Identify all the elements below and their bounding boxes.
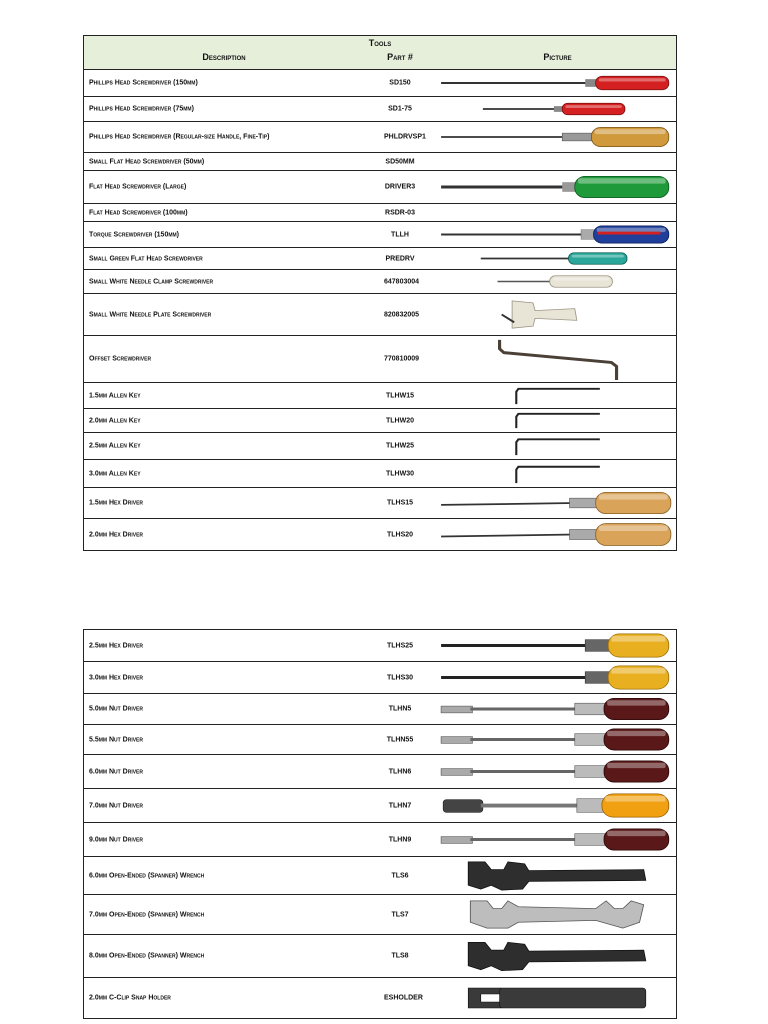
part-number: TLS7 [391,911,409,918]
tool-description: 8.0mm Open-Ended (Spanner) Wrench [89,952,205,960]
phillips-screwdriver-red-icon [439,71,674,95]
tool-description: Small Flat Head Screwdriver (50mm) [89,158,205,165]
table-row [84,789,676,823]
description-column-header: Description [202,52,246,62]
table-row [84,755,676,789]
tool-description: 1.5mm Allen Key [89,392,141,399]
table-row [84,935,676,978]
nut-driver-dark-icon [439,726,674,753]
table-row [84,630,676,662]
empty-picture-cell [439,154,674,169]
tool-description: 7.0mm Nut Driver [89,802,144,809]
table-title: Tools [368,38,392,48]
tool-description: Phillips Head Screwdriver (150mm) [89,79,198,87]
white-needle-clamp-screwdriver-icon [439,271,674,292]
part-number: TLHS25 [386,642,414,649]
flat-screwdriver-green-icon [439,172,674,202]
nut-driver-dark-icon [439,824,674,855]
table-row [84,460,676,488]
tool-description: Phillips Head Screwdriver (75mm) [89,105,194,113]
tool-description: 5.0mm Nut Driver [89,705,144,713]
table-row [84,694,676,725]
table-row [84,978,676,1018]
table-row [84,383,676,409]
empty-picture-cell [439,205,674,220]
table-row [84,97,676,122]
small-green-screwdriver-icon [439,249,674,268]
table-row [84,222,676,248]
nut-driver-dark-icon [439,695,674,723]
table-row [84,823,676,857]
hex-driver-yellow-icon [439,631,674,660]
table-row [84,70,676,97]
part-number: TLHN55 [386,736,414,743]
table-row [84,248,676,270]
spanner-wrench-dark-icon [439,858,674,893]
part-number: TLLH [391,231,409,238]
table-row [84,433,676,460]
table-header [84,36,676,70]
picture-column-header: Picture [543,52,572,62]
tool-description: 1.5mm Hex Driver [89,499,144,507]
hex-driver-wood-icon [439,520,674,549]
tool-description: 3.0mm Hex Driver [89,674,144,681]
tool-description: Flat Head Screwdriver (Large) [89,183,187,191]
table-row [84,122,676,153]
tool-description: 9.0mm Nut Driver [89,836,144,843]
part-number: PREDRV [385,255,415,262]
part-number: TLHW20 [386,417,414,424]
part-number: TLS8 [391,952,409,960]
tool-description: Small Green Flat Head Screwdriver [89,255,203,262]
part-number: TLHS30 [386,674,414,681]
c-clip-snap-holder-icon [439,979,674,1017]
offset-screwdriver-icon [439,337,674,381]
table-row [84,519,676,550]
tool-description: 2.5mm Allen Key [89,442,141,450]
part-number: SD150 [389,79,411,87]
part-number: 820832005 [384,311,420,318]
white-needle-plate-screwdriver-icon [439,295,674,334]
part-number: 770810009 [384,355,420,363]
part-number: TLHN6 [388,768,412,775]
tool-description: Torque Screwdriver (150mm) [89,231,180,238]
tool-description: 2.0mm Allen Key [89,417,141,424]
table-row [84,336,676,383]
part-number: TLHN9 [388,836,412,843]
tools-table-2 [83,629,677,1019]
spanner-wrench-dark-icon [439,936,674,976]
part-number: TLHW15 [386,392,414,399]
tool-description: 6.0mm Nut Driver [89,768,144,775]
part-number: TLHS20 [386,531,414,538]
hex-driver-wood-icon [439,489,674,517]
tool-description: Offset Screwdriver [89,355,152,363]
part-number: TLHN7 [388,802,412,809]
tool-description: 3.0mm Allen Key [89,470,141,477]
table-row [84,204,676,222]
tool-description: Small White Needle Plate Screwdriver [89,311,212,318]
phillips-screwdriver-red-small-icon [439,98,674,120]
tool-description: 2.0mm Hex Driver [89,531,144,538]
part-number: RSDR-03 [385,209,415,216]
phillips-screwdriver-wood-icon [439,123,674,151]
nut-driver-dark-icon [439,756,674,787]
tools-table-1 [83,35,677,551]
table-row [84,171,676,204]
table-row [84,270,676,294]
tool-description: Flat Head Screwdriver (100mm) [89,209,188,216]
table-row [84,895,676,935]
table-row [84,857,676,895]
allen-key-icon [439,461,674,486]
allen-key-icon [439,434,674,458]
part-number: TLS6 [391,872,409,879]
part-number: TLHW30 [386,470,414,477]
allen-key-icon [439,410,674,431]
tool-description: 2.5mm Hex Driver [89,642,144,649]
tool-description: 6.0mm Open-Ended (Spanner) Wrench [89,872,205,879]
tool-description: Phillips Head Screwdriver (Regular-size Handle, Fine-Tip) [89,133,270,141]
part-number: 647803004 [384,278,420,285]
table-row [84,294,676,336]
part-number: TLHS15 [386,499,414,507]
allen-key-icon [439,384,674,407]
table-row [84,725,676,755]
torque-screwdriver-blue-icon [439,223,674,246]
part-number: SD1-75 [388,105,412,113]
tool-description: 5.5mm Nut Driver [89,736,144,743]
table-row [84,662,676,694]
part-number: SD50MM [385,158,415,165]
tool-description: Small White Needle Clamp Screwdriver [89,278,214,285]
part-number: TLHW25 [386,442,414,450]
double-open-wrench-icon [439,896,674,933]
part-column-header: Part # [387,52,413,62]
part-number: PHLDRVSP1 [384,133,426,141]
part-number: TLHN5 [388,705,412,713]
part-number: DRIVER3 [384,183,416,191]
hex-driver-yellow-icon [439,663,674,692]
table-row [84,409,676,433]
tool-description: 2.0mm C-Clip Snap Holder [89,994,171,1002]
table-row [84,488,676,519]
tool-description: 7.0mm Open-Ended (Spanner) Wrench [89,911,205,918]
part-number: ESHOLDER [384,994,423,1002]
table-row [84,153,676,171]
nut-driver-orange-icon [439,790,674,821]
